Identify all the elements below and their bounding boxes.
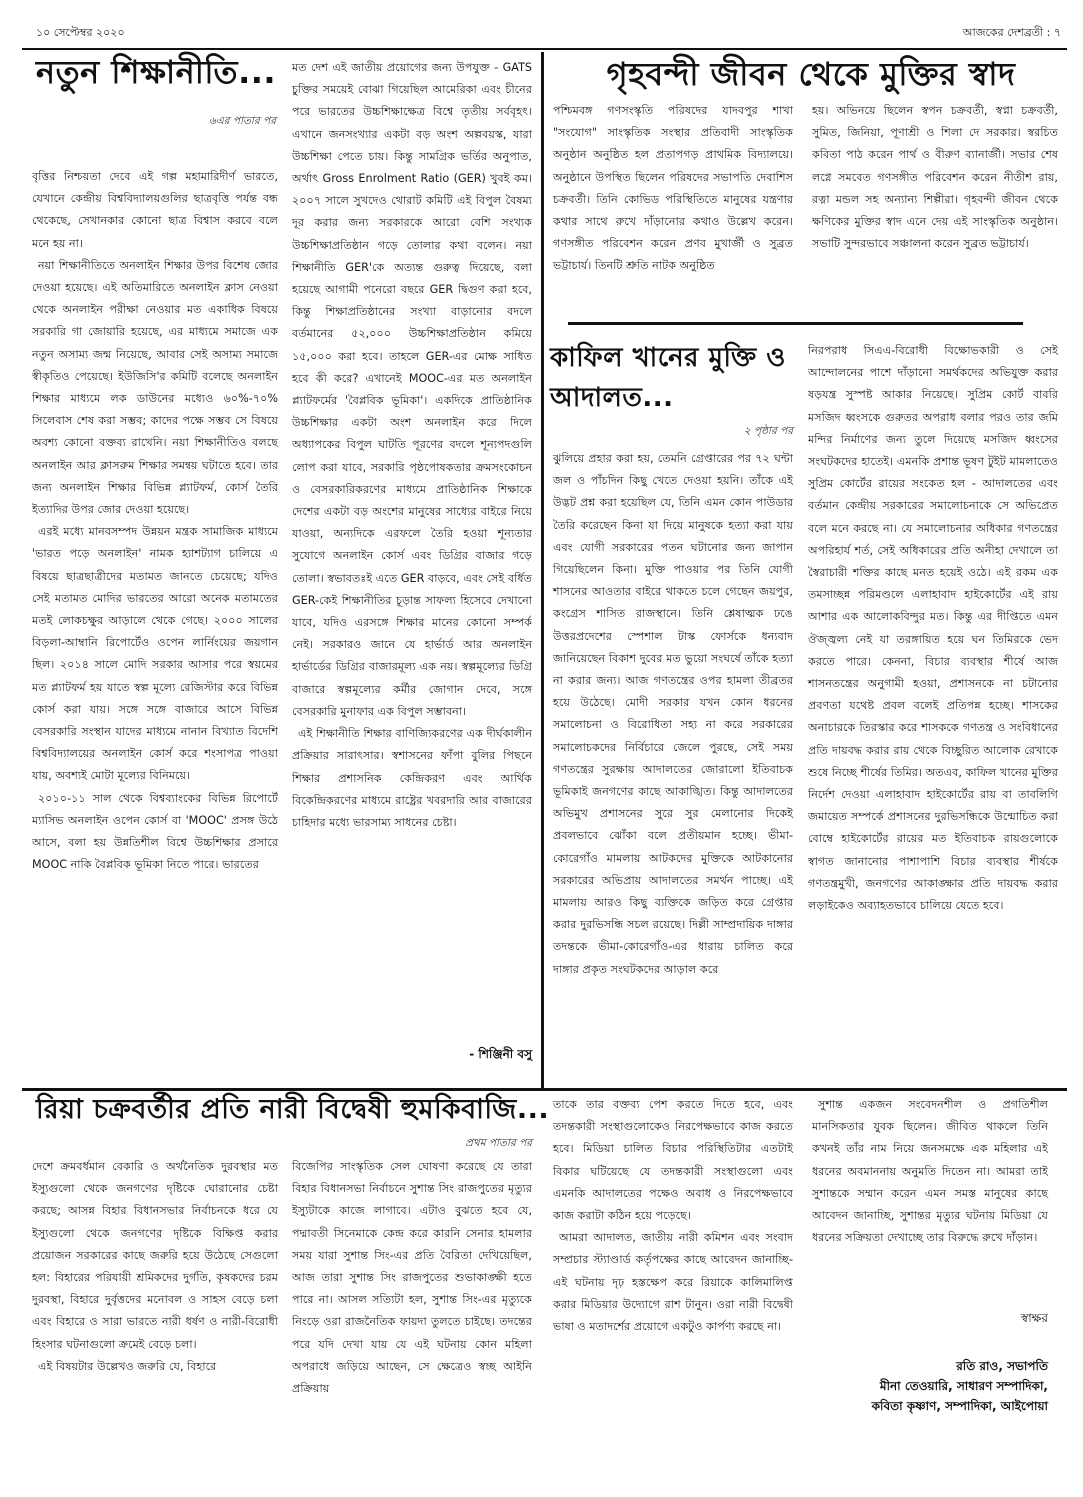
article1-column1 bbox=[32, 166, 278, 877]
paragraph: নয়া শিক্ষানীতিতে অনলাইন শিক্ষার উপর বিশেষ জোর দেওয়া হয়েছে। এই অতিমারিতে অনলাইন ক্লাস নেওয়া থেকে অনলাইন পরীক্ষা নেওয়ার মত একাধিক বিষয়ে সরকারি গা জোয়ারি হয়েছে, এর মাধ্যমে সমাজে এক নতুন অসাম্য জন্ম নিয়েছে, আবার সেই অসাম্য সমাজে স্বীকৃতিও পেয়েছে। ইউজিসি'র কমিটি বলেছে অনলাইন শিক্ষার মাধ্যমে লক ডাউনের মধ্যেও ৬০%-৭০% সিলেবাস শেষ করা সম্ভব; কাদের পক্ষে সম্ভব সে বিষয়ে অবশ্য কোনো বক্তব্য রাখেনি। নয়া শিক্ষানীতিও বলছে অনলাইন আর ক্লাসরুম শিক্ষার সমন্বয় ঘটাতে হবে। তার জন্য অনলাইন শিক্ষার বিভিন্ন প্ল্যাটফর্ম, কোর্স তৈরি ইত্যাদির উপর জোর দেওয়া হয়েছে। bbox=[32, 258, 278, 517]
paragraph: দেশে ক্রমবর্ধমান বেকারি ও অর্থনৈতিক দুরবস্থার মত ইস্যুগুলো থেকে জনগণের দৃষ্টিকে ঘোরানোর চেষ্টা করছে; আসন্ন বিহার বিধানসভার নির্বাচনকে ধরে যে ইস্যুগুলো থেকে জনগণের দৃষ্টিকে বিক্ষিপ্ত করার প্রয়োজন সরকারের কাছে জরুরি হয়ে উঠেছে সেগুলো হল: বিহারের পরিযায়ী শ্রমিকদের দুর্গতি, কৃষকদের চরম দুরবস্থা, বিহারে দুর্বৃত্তদের মনোবল ও সাহস বেড়ে চলা এবং বিহারে ও সারা ভারতে নারী ধর্ষণ ও নারী-বিরোধী হিংসার ঘটনাগুলো ক্রমেই বেড়ে চলা। bbox=[32, 1160, 278, 1351]
paragraph: ২০১০-১১ সাল থেকে বিশ্বব্যাংকের বিভিন্ন রিপোর্টে ম্যাসিভ অনলাইন ওপেন কোর্স বা 'MOOC' প্রসঙ্গ উঠে আসে, বলা হয় উন্নতিশীল বিশ্বে উচ্চশিক্ষার প্রসারে MOOC নাকি বৈপ্লবিক ভূমিকা নিতে পারে। ভারতের bbox=[32, 791, 278, 872]
paragraph: বিজেপির সাংস্কৃতিক সেল ঘোষণা করেছে যে তারা বিহার বিধানসভা নির্বাচনে সুশান্ত সিং রাজপুতের মৃত্যুর ইস্যুটাকে কাজে লাগাবে। এটাও বুঝতে হবে যে, পদ্মাবতী সিনেমাকে কেন্দ্র করে কারনি সেনার হামলার সময় যারা সুশান্ত সিং-এর প্রতি বৈরিতা দেখিয়েছিল, আজ তারা সুশান্ত সিং রাজপুতের শুভাকাঙ্ক্ষী হতে পারে না। আসল সত্যিটা হল, সুশান্ত সিং-এর মৃত্যুকে নিংড়ে ওরা রাজনৈতিক ফায়দা তুলতে চাইছে। তদন্তের পরে যদি দেখা যায় যে এই ঘটনায় কোন মহিলা অপরাধে জড়িয়ে আছেন, সে ক্ষেত্রেও স্বচ্ছ আইনি প্রক্রিয়ায় bbox=[292, 1160, 532, 1396]
paragraph: তাকে তার বক্তব্য পেশ করতে দিতে হবে, এবং তদন্তকারী সংস্থাগুলোকেও নিরপেক্ষভাবে কাজ করতে হবে। মিডিয়া চালিত বিচার পরিস্থিতিটার এতটাই বিকার ঘটিয়েছে যে তদন্তকারী সংস্থাগুলো এবং এমনকি আদালতের পক্ষেও অবাধ ও নিরপেক্ষভাবে কাজ করাটা কঠিন হয়ে পড়েছে। bbox=[553, 1098, 793, 1223]
article4-headline: রিয়া চক্রবর্তীর প্রতি নারী বিদ্বেষী হুমকিবাজি... bbox=[36, 1094, 550, 1125]
paragraph: বৃত্তির নিশ্চয়তা দেবে এই গল্প মহামারিদীর্ণ ভারতে, যেখানে কেন্দ্রীয় বিশ্ববিদ্যালয়গুলির ছাত্রবৃত্তি পর্যন্ত বন্ধ থেকেছে, সেখানকার কোনো ছাত্র বিশ্বাস করবে বলে মনে হয় না। bbox=[32, 170, 278, 250]
paragraph: ঝুলিয়ে প্রহার করা হয়, তেমনি গ্রেপ্তারের পর ৭২ ঘন্টা জল ও পাঁচদিন কিছু খেতে দেওয়া হয়নি। তাঁকে এই উদ্ভট প্রশ্ন করা হয়েছিল যে, তিনি এমন কোন পাউডার তৈরি করেছেন কিনা যা দিয়ে মানুষকে হত্যা করা যায় এবং যোগী সরকারের পতন ঘটানোর জন্য জাপান গিয়েছিলেন কিনা। মুক্তি পাওয়ার পর তিনি যোগী শাসনের আওতার বাইরে থাকতে চলে গেছেন জয়পুর, কংগ্রেস শাসিত রাজস্থানে। তিনি শ্লেষাত্মক ঢঙে উত্তরপ্রদেশের স্পেশাল টাস্ক ফোর্সকে ধন্যবাদ জানিয়েছেন বিকাশ দুবের মত ভুয়ো সংঘর্ষে তাঁকে হত্যা না করার জন্য। আজ গণতন্ত্রের ওপর হামলা তীব্রতর হয়ে উঠেছে। মোদী সরকার যখন কোন ধরনের সমালোচনা ও বিরোধিতা সহ্য না করে সরকারের সমালোচকদের নির্বিচারে জেলে পুরছে, সেই সময় গণতন্ত্রের সুরক্ষায় আদালতের জোরালো ইতিবাচক ভূমিকাই জনগণের কাছে আকাঙ্খিত। কিন্তু আদালতের অভিমুখ প্রশাসনের সুরে সুর মেলানোর দিকেই প্রবলভাবে ঝোঁকা বলে প্রতীয়মান হচ্ছে। ভীমা-কোরেগাঁও মামলায় আটকদের মুক্তিকে আটকানোর সরকারের অভিপ্রায় আদালতের সমর্থন পাচ্ছে। এই মামলায় আরও কিছু ব্যক্তিকে জড়িত করে গ্রেপ্তার করার দুরভিসন্ধি সচল রয়েছে। দিল্লী সাম্প্রদায়িক দাঙ্গার তদন্তকে ভীমা-কোরেগাঁও-এর ধারায় চালিত করে দাঙ্গার প্রকৃত সংঘটকদের আড়াল করে bbox=[553, 452, 793, 976]
article1-continued: ৬এর পাতার পর bbox=[208, 115, 276, 127]
article4-column1 bbox=[32, 1156, 278, 1378]
column-divider bbox=[541, 52, 544, 1088]
page-label: আজকের দেশব্রতী : ৭ bbox=[962, 26, 1061, 39]
article1-author: - শিঞ্জিনী বসু bbox=[469, 1047, 532, 1061]
article4-column2 bbox=[292, 1156, 532, 1400]
paragraph: এই শিক্ষানীতি শিক্ষার বাণিজ্যিকরণের এক দীর্ঘকালীন প্রক্রিয়ার সারাৎসার। স্বশাসনের ফাঁপা বুলির পিছনে শিক্ষার প্রশাসনিক কেন্দ্রিকরণ এবং আর্থিক বিকেন্দ্রিকরণের মাধ্যমে রাষ্ট্রের খবরদারি আর বাজারের চাহিদার মধ্যে ভারসাম্য সাধনের চেষ্টা। bbox=[292, 727, 532, 829]
article2-column1 bbox=[553, 100, 793, 278]
paragraph: এরই মধ্যে মানবসম্পদ উন্নয়ন মন্ত্রক সামাজিক মাধ্যমে 'ভারত পড়ে অনলাইন' নামক হ্যাশট্যাগ চালিয়ে এ বিষয়ে ছাত্রছাত্রীদের মতামত জানতে চেয়েছে; যদিও সেই মতামত মোদির ভারতের আরো অনেক মতামতের মতই লোকচক্ষুর আড়ালে থেকে গেছে। ২০০০ সালের বিড়লা-আম্বানি রিপোর্টেও ওপেন লার্নিংয়ের জয়গান ছিল। ২০১৪ সালে মোদি সরকার আসার পরে স্বয়মের মত প্ল্যাটফর্ম হয় যাতে স্বল্প মূল্যে রেজিস্টার করে বিভিন্ন কোর্স করা যায়। সঙ্গে সঙ্গে বাজারে আসে বিভিন্ন বেসরকারি সংস্থান যাদের মাধ্যমে নানান বিখ্যাত বিদেশি বিশ্ববিদ্যালয়ের অনলাইন কোর্স করে শংসাপত্র পাওয়া যায়, অবশ্যই মোটা মূল্যের বিনিময়ে। bbox=[32, 525, 278, 783]
article2-bottom-rule bbox=[568, 322, 1023, 325]
article4-continued: প্রথম পাতার পর bbox=[465, 1137, 532, 1149]
signatory: রতি রাও, সভাপতি bbox=[956, 1359, 1048, 1373]
issue-date: ১০ সেপ্টেম্বর ২০২০ bbox=[36, 26, 125, 39]
article1-bottom-rule bbox=[22, 1088, 1067, 1091]
article3-continued: ২ পৃষ্ঠার পর bbox=[743, 425, 793, 437]
article3-headline: কাফিল খানের মুক্তি ও আদালত... bbox=[550, 343, 786, 413]
paragraph: এই বিষয়টার উল্লেখও জরুরি যে, বিহারে bbox=[38, 1359, 217, 1373]
paragraph: আমরা আদালত, জাতীয় নারী কমিশন এবং সংবাদ সম্প্রচার স্ট্যাণ্ডার্ড কর্তৃপক্ষের কাছে আবেদন জানাচ্ছি- এই ঘটনায় দৃঢ় হস্তক্ষেপ করে রিয়াকে কালিমালিপ্ত করার মিডিয়ার উদ্যোগে রাশ টানুন। ওরা নারী বিদ্বেষী ভাষা ও মতাদর্শের প্রয়োগে একটুও কার্পণ্য করছে না। bbox=[553, 1231, 793, 1334]
article2-column2 bbox=[812, 100, 1058, 255]
signatory: মীনা তেওয়ারি, সাধারণ সম্পাদিকা, bbox=[879, 1379, 1048, 1393]
paragraph: নিরপরাধ সিএএ-বিরোধী বিক্ষোভকারী ও সেই আন্দোলনের পাশে দাঁড়ানো সমর্থকদের অভিযুক্ত করার ষড়যন্ত্র সুস্পষ্ট আকার নিয়েছে। সুপ্রিম কোর্ট বাবরি মসজিদ ধ্বংসকে গুরুতর অপরাধ বলার পরও তার জমি মন্দির নির্মাণের জন্য তুলে দিয়েছে মসজিদ ধ্বংসের সংঘটকদের হাতেই। এমনকি প্রশান্ত ভূষণ টুইট মামলাতেও সুপ্রিম কোর্টের রায়ের সংকেত হল - আদালতের এবং বর্তমান কেন্দ্রীয় সরকারের সমালোচনাকে সে অভিপ্রেত বলে মনে করছে না। যে সমালোচনার অধিকার গণতন্ত্রের অপরিহার্য শর্ত, সেই অধিকারের প্রতি অনীহা দেখালে তা স্বৈরাচারী শক্তির কাছে মনত হয়েই ওঠে। এই রকম এক তমসাচ্ছন্ন পরিমণ্ডলে এলাহাবাদ হাইকোর্টের এই রায় আশার এক আলোকবিন্দুর মত। কিন্তু এর দীপ্তিতে এমন ঔজ্জ্বল্য নেই যা তরঙ্গায়িত হয়ে ঘন তিমিরকে ভেদ করতে পারে। কেননা, বিচার ব্যবস্থার শীর্ষে আজ শাসনতন্ত্রের অনুগামী হওয়া, প্রশাসনকে না চটানোর প্রবণতা যথেষ্ট প্রবল বলেই প্রতিপন্ন হচ্ছে। শাসকের অনাচারকে তিরস্কার করে শাসককে গণতন্ত্র ও সংবিধানের প্রতি দায়বদ্ধ করার রায় থেকে বিচ্ছুরিত আলোক রেখাকে শুষে নিচ্ছে শীর্ষের তিমির। অতএব, কাফিল খানের মুক্তির নির্দেশ দেওয়া এলাহাবাদ হাইকোর্টের রায় বা তাবলিগি জমায়েত সম্পর্কে প্রশাসনের দুরভিসন্ধিকে উন্মোচিত করা বোম্বে হাইকোর্টের রায়ের মত ইতিবাচক রায়গুলোকে স্বাগত জানানোর পাশাপাশি বিচার ব্যবস্থার শীর্ষকে গণতন্ত্রমুখী, জনগণের আকাঙ্ক্ষার প্রতি দায়বদ্ধ করার লড়াইকেও অব্যাহতভাবে চালিয়ে যেতে হবে। bbox=[808, 344, 1058, 913]
signatory: কবিতা কৃষ্ণাণ, সম্পাদিকা, আইপোয়া bbox=[871, 1399, 1048, 1413]
signatories bbox=[780, 1356, 1048, 1416]
article3-column2 bbox=[808, 340, 1058, 917]
article4-column3 bbox=[553, 1094, 793, 1338]
header-rule bbox=[22, 48, 1067, 50]
article2-headline: গৃহবন্দী জীবন থেকে মুক্তির স্বাদ bbox=[606, 55, 1016, 93]
article1-column2 bbox=[292, 57, 532, 834]
article4-column4 bbox=[812, 1094, 1048, 1249]
article3-column1 bbox=[553, 448, 793, 981]
signature-label: স্বাক্ষর bbox=[1020, 1311, 1048, 1325]
paragraph: সুশান্ত একজন সংবেদনশীল ও প্রগতিশীল মানসিকতার যুবক ছিলেন। জীবিত থাকলে তিনি কখনই তাঁর নাম নিয়ে জনসমক্ষে এক মহিলার এই ধরনের অবমাননায় অনুমতি দিতেন না। আমরা তাই সুশান্তকে সম্মান করেন এমন সমস্ত মানুষের কাছে আবেদন জানাচ্ছি, সুশান্তর মৃত্যুর ঘটনায় মিডিয়া যে ধরনের সক্রিয়তা দেখাচ্ছে তার বিরুদ্ধে রুখে দাঁড়ান। bbox=[812, 1098, 1048, 1245]
article1-headline: নতুন শিক্ষানীতি... bbox=[36, 53, 277, 91]
paragraph: পশ্চিমবঙ্গ গণসংস্কৃতি পরিষদের যাদবপুর শাখা "সংযোগ" সাংস্কৃতিক সংস্থার প্রতিবাদী সাংস্কৃতিক অনুষ্ঠান অনুষ্ঠিত হল প্রতাপগড় প্রাথমিক বিদ্যালয়ে। অনুষ্ঠানে উপস্থিত ছিলেন পরিষদের সভাপতি দেবাশিস চক্রবর্তী। তিনি কোভিড পরিস্থিতিতে মানুষের যন্ত্রণার কথার সাথে রুখে দাঁড়ানোর কথাও উল্লেখ করেন। গণসঙ্গীত পরিবেশন করেন প্রণব মুখার্জী ও সুব্রত ভট্টাচার্য। তিনটি শ্রুতি নাটক অনুষ্ঠিত bbox=[553, 104, 793, 273]
paragraph: হয়। অভিনয়ে ছিলেন স্বপন চক্রবর্তী, স্বপ্না চক্রবর্তী, সুমিত, জিনিয়া, পূণাশ্রী ও শিলা দে সরকার। স্বরচিত কবিতা পাঠ করেন পার্থ ও বীরুণ ব্যানার্জী। সভার শেষ লগ্নে সমবেত গণসঙ্গীত পরিবেশন করেন নীতীশ রায়, রত্না মন্ডল সহ অন্যান্য শিল্পীরা। গৃহবন্দী জীবন থেকে ক্ষণিকের মুক্তির স্বাদ এনে দেয় এই সাংস্কৃতিক অনুষ্ঠান। সভাটি সুন্দরভাবে সঞ্চালনা করেন সুব্রত ভট্টাচার্য। bbox=[812, 104, 1058, 251]
paragraph: মত দেশ এই জাতীয় প্রয়োগের জন্য উপযুক্ত - GATS চুক্তির সময়েই বোঝা গিয়েছিল আমেরিকা এবং চীনের পরে ভারতের উচ্চশিক্ষাক্ষেত্র বিশ্বে তৃতীয় সর্ববৃহৎ। এখানে জনসংখ্যার একটা বড় অংশ অল্পবয়স্ক, যারা উচ্চশিক্ষা পেতে চায়। কিন্তু সামগ্রিক ভর্তির অনুপাত, অর্থাৎ Gross Enrolment Ratio (GER) খুবই কম। ২০০৭ সালে সুখদেও থোরাট কমিটি এই বিপুল বৈষম্য দূর করার জন্য সরকারকে আরো বেশি সংখ্যক উচ্চশিক্ষাপ্রতিষ্ঠান গড়ে তোলার কথা বলেন। নয়া শিক্ষানীতি GER'কে অত্যন্ত গুরুত্ব দিয়েছে, বলা হয়েছে আগামী পনেরো বছরে GER দ্বিগুণ করা হবে, কিন্তু শিক্ষাপ্রতিষ্ঠানের সংখ্যা বাড়ানোর বদলে বর্তমানের ৫২,০০০ উচ্চশিক্ষাপ্রতিষ্ঠান কমিয়ে ১৫,০০০ করা হবে। তাহলে GER-এর মোক্ষ সাধিত হবে কী করে? এখানেই MOOC-এর মত অনলাইন প্ল্যাটফর্মের 'বৈপ্লবিক ভূমিকা'। একদিকে প্রাতিষ্ঠানিক উচ্চশিক্ষার একটা অংশ অনলাইন করে দিলে অধ্যাপকের বিপুল ঘাটতি পূরণের বদলে শূন্যপদগুলি লোপ করা যাবে, সরকারি পৃষ্ঠপোষকতার ক্রমসংকোচন ও বেসরকারিকরণের মাধ্যমে প্রাতিষ্ঠানিক শিক্ষাকে দেশের একটা বড় অংশের মানুষের সাধ্যের বাইরে নিয়ে যাওয়া, অন্যদিকে এরফলে তৈরি হওয়া শূন্যতার সুযোগে অনলাইন কোর্স এবং ডিগ্রির বাজার গড়ে তোলা। স্বভাবতঃই এতে GER বাড়বে, এবং সেই বর্ধিত GER-কেই শিক্ষানীতির চূড়ান্ত সাফল্য হিসেবে দেখানো যাবে, যদিও এরসঙ্গে শিক্ষার মানের কোনো সম্পর্ক নেই। সরকারও জানে যে হার্ভার্ড আর অনলাইন হার্ভার্ডের ডিগ্রির বাজারমূল্য এক নয়। স্বল্পমূল্যের ডিগ্রি বাজারে স্বল্পমূল্যের কর্মীর জোগান দেবে, সঙ্গে বেসরকারি মুনাফার এক বিপুল সম্ভাবনা। bbox=[292, 61, 532, 718]
